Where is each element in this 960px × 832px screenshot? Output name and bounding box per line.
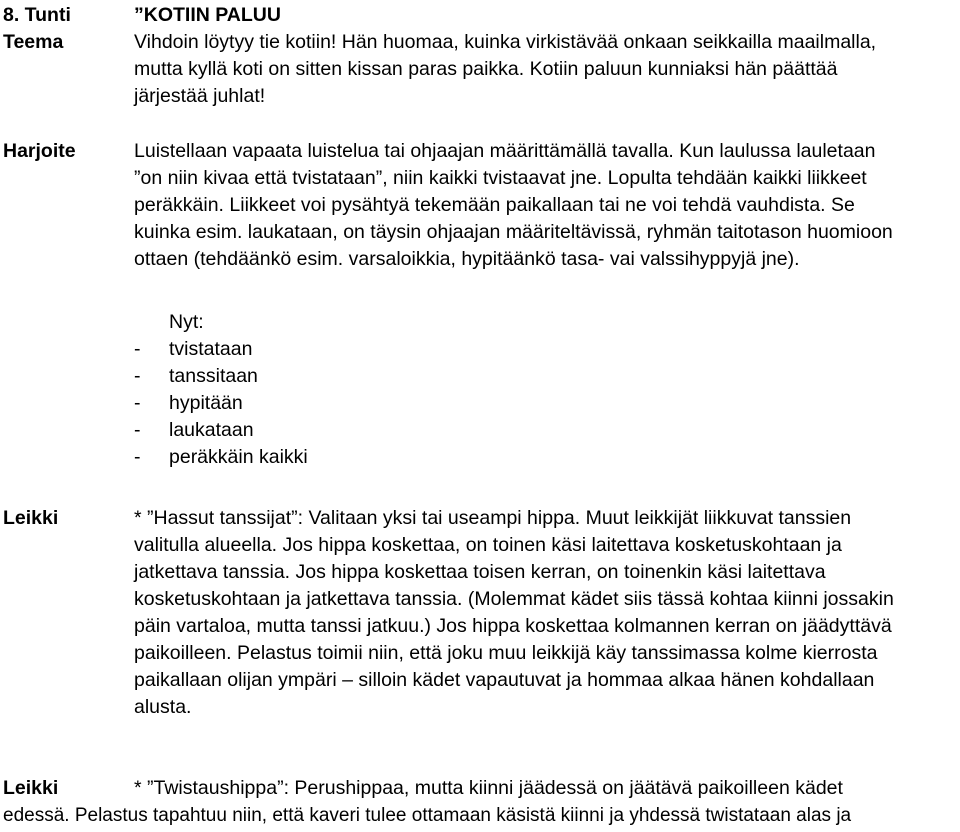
game-line: päin vartaloa, mutta tanssi jatkuu.) Jos hippa koskettaa kolmannen kerran on jäädyttävä	[134, 615, 892, 637]
list-item-text: tanssitaan	[169, 365, 258, 387]
list-item-text: peräkkäin kaikki	[169, 446, 308, 468]
game-label: Leikki	[3, 777, 59, 799]
list-item-text: laukataan	[169, 419, 254, 441]
game-line: jatkettava tanssia. Jos hippa koskettaa toisen kerran, on toinenkin käsi laitettava	[134, 561, 826, 583]
game-text	[134, 505, 894, 721]
theme-line: Vihdoin löytyy tie kotiin! Hän huomaa, kuinka virkistävää onkaan seikkailla maailmalla,	[134, 31, 877, 53]
game-line: kosketuskohtaan ja jatkettava tanssia. (Molemmat kädet siis tässä kohtaa kiinni jossakin	[134, 588, 894, 610]
game-line: * ”Hassut tanssijat”: Valitaan yksi tai useampi hippa. Muut leikkijät liikkuvat tanssien	[134, 507, 852, 529]
game-line: valitulla alueella. Jos hippa koskettaa, on toinen käsi laitettava kosketuskohtaan ja	[134, 534, 842, 556]
now-list	[134, 336, 308, 471]
now-label: Nyt:	[169, 311, 204, 333]
exercise-text	[134, 138, 893, 273]
list-item	[134, 363, 308, 390]
exercise-line: Luistellaan vapaata luistelua tai ohjaajan määrittämällä tavalla. Kun laulussa lauletaan	[134, 140, 876, 162]
exercise-line: kuinka esim. laukataan, on täysin ohjaajan määriteltävissä, ryhmän taitotason huomioon	[134, 221, 893, 243]
list-item-text: hypitään	[169, 392, 243, 414]
game-line: alusta.	[134, 696, 192, 718]
list-item	[134, 390, 308, 417]
game-line: paikallaan olijan ympäri – silloin kädet vapautuvat ja hommaa alkaa hänen kohdallaan	[134, 669, 875, 691]
exercise-line: peräkkäin. Liikkeet voi pysähtyä tekemään paikallaan tai ne voi tehdä vauhdista. Se	[134, 194, 855, 216]
list-item-text: tvistataan	[169, 338, 253, 360]
exercise-line: ”on niin kivaa että tvistataan”, niin kaikki tvistaavat jne. Lopulta tehdään kaikki liikkeet	[134, 167, 867, 189]
bullet-dash: -	[134, 392, 141, 414]
page-title: ”KOTIIN PALUU	[134, 4, 281, 26]
exercise-label: Harjoite	[3, 140, 76, 162]
lesson-number-label: 8. Tunti	[3, 4, 71, 26]
theme-line: järjestää juhlat!	[134, 85, 266, 107]
bullet-dash: -	[134, 419, 141, 441]
list-item	[134, 444, 308, 471]
theme-line: mutta kyllä koti on sitten kissan paras paikka. Kotiin paluun kunniaksi hän päättää	[134, 58, 838, 80]
game-label: Leikki	[3, 507, 59, 529]
bullet-dash: -	[134, 446, 141, 468]
bullet-dash: -	[134, 338, 141, 360]
game-line: edessä. Pelastus tapahtuu niin, että kaveri tulee ottamaan käsistä kiinni ja yhdessä twistataan alas ja	[3, 805, 852, 826]
bullet-dash: -	[134, 365, 141, 387]
exercise-line: ottaen (tehdäänkö esim. varsaloikkia, hypitäänkö tasa- vai valssihyppyjä jne).	[134, 248, 800, 270]
theme-label: Teema	[3, 31, 64, 53]
list-item	[134, 417, 308, 444]
theme-text	[134, 29, 876, 110]
game-line: * ”Twistaushippa”: Perushippaa, mutta kiinni jäädessä on jäätävä paikoilleen kädet	[134, 777, 843, 799]
game-line: paikoilleen. Pelastus toimii niin, että joku muu leikkijä käy tanssimassa kolme kierrosta	[134, 642, 878, 664]
list-item	[134, 336, 308, 363]
